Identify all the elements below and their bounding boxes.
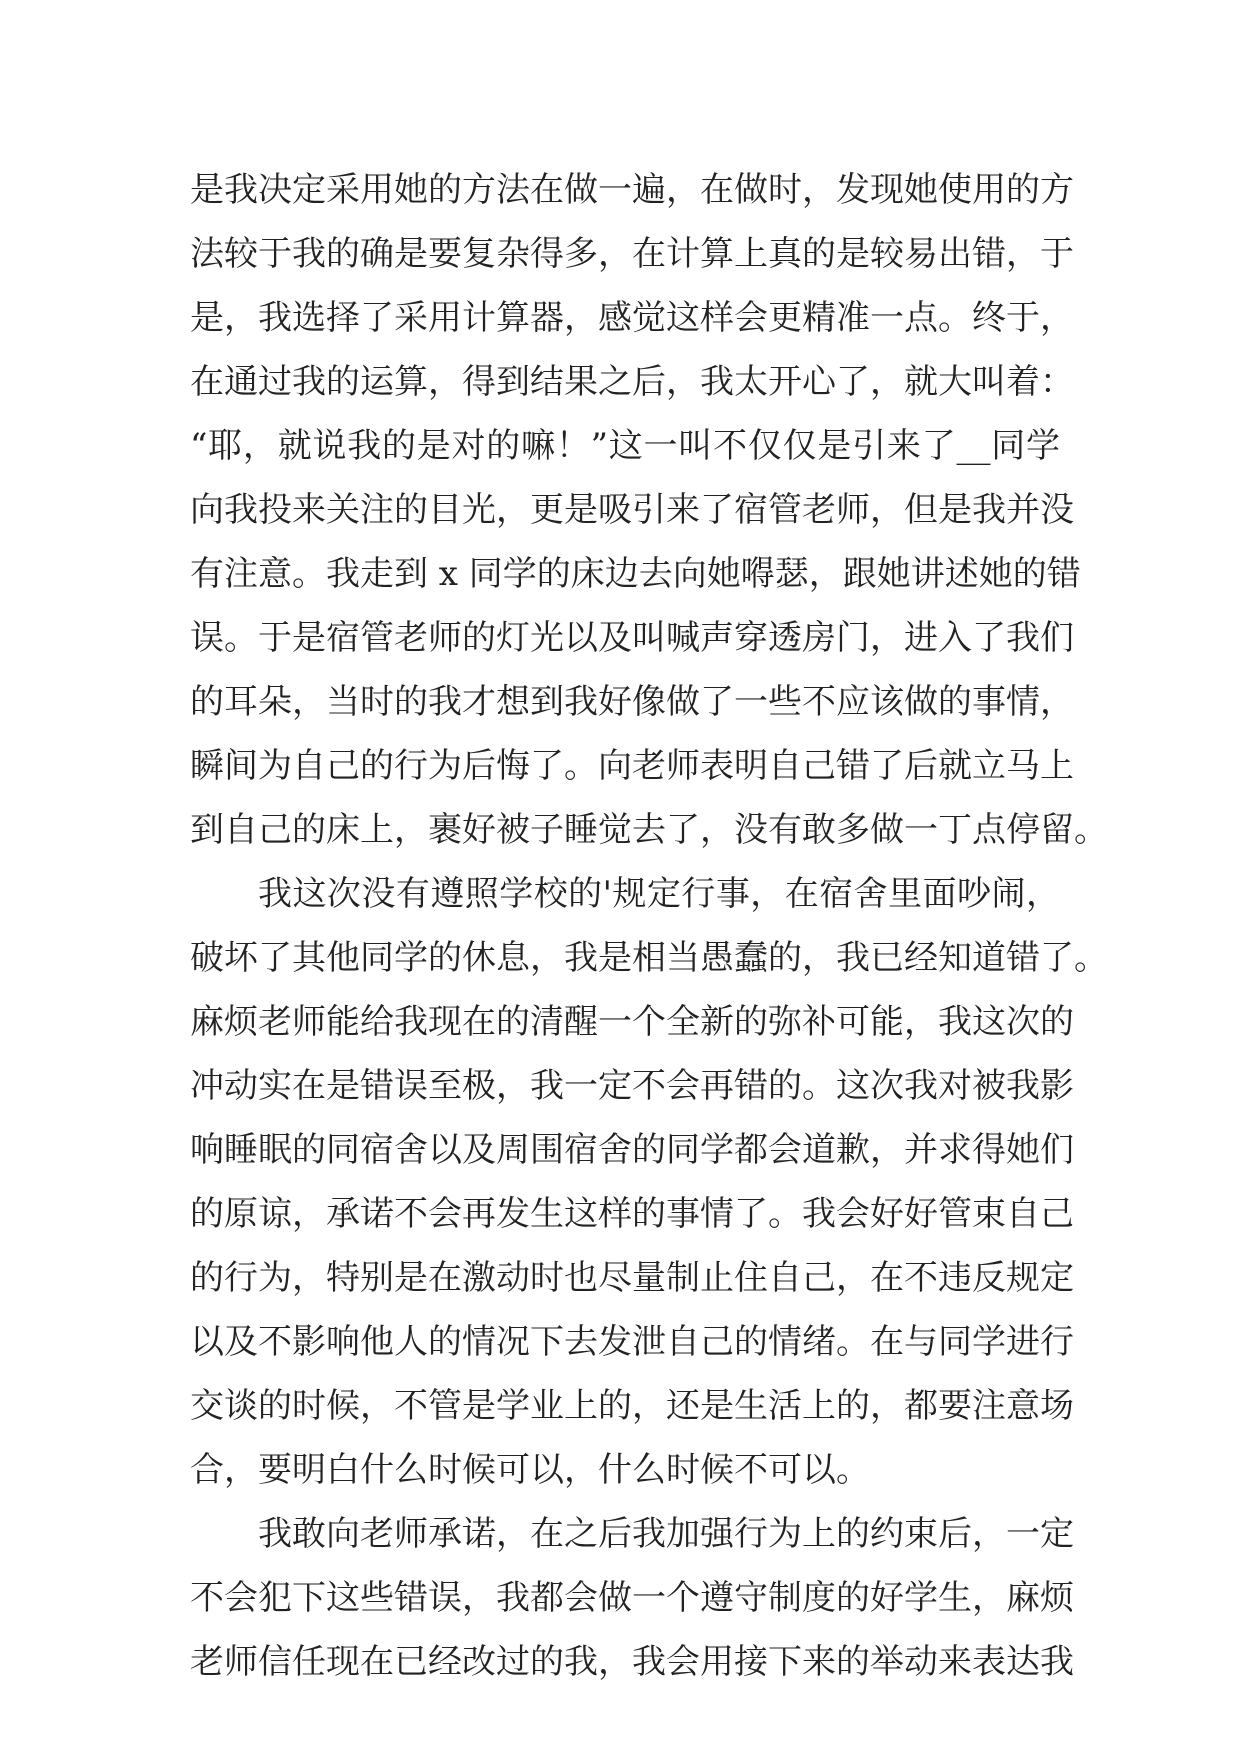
text-line: 我敢向老师承诺，在之后我加强行为上的约束后，一定	[258, 1514, 1074, 1554]
text-line: 以及不影响他人的情况下去发泄自己的情绪。在与同学进行	[190, 1322, 1074, 1362]
text-line: 麻烦老师能给我现在的清醒一个全新的弥补可能，我这次的	[190, 1002, 1074, 1042]
text-line: 的耳朵，当时的我才想到我好像做了一些不应该做的事情，	[190, 682, 1074, 722]
text-line: “耶，就说我的是对的嘛！”这一叫不仅仅是引来了__同学	[190, 426, 1060, 466]
text-line: 破坏了其他同学的休息，我是相当愚蠢的，我已经知道错了。	[190, 938, 1108, 978]
text-line: 不会犯下这些错误，我都会做一个遵守制度的好学生，麻烦	[190, 1578, 1074, 1618]
text-line: 冲动实在是错误至极，我一定不会再错的。这次我对被我影	[190, 1066, 1074, 1106]
text-line: 有注意。我走到 x 同学的床边去向她嘚瑟，跟她讲述她的错	[190, 554, 1081, 594]
text-line: 到自己的床上，裹好被子睡觉去了，没有敢多做一丁点停留。	[190, 810, 1108, 850]
text-line: 法较于我的确是要复杂得多，在计算上真的是较易出错，于	[190, 234, 1074, 274]
text-line: 交谈的时候，不管是学业上的，还是生活上的，都要注意场	[190, 1386, 1074, 1426]
text-line: 在通过我的运算，得到结果之后，我太开心了，就大叫着：	[190, 362, 1074, 402]
text-line: 是，我选择了采用计算器，感觉这样会更精准一点。终于，	[190, 298, 1074, 338]
text-line: 是我决定采用她的方法在做一遍，在做时，发现她使用的方	[190, 170, 1074, 210]
text-line: 瞬间为自己的行为后悔了。向老师表明自己错了后就立马上	[190, 746, 1074, 786]
text-line: 的行为，特别是在激动时也尽量制止住自己，在不违反规定	[190, 1258, 1074, 1298]
text-line: 向我投来关注的目光，更是吸引来了宿管老师，但是我并没	[190, 490, 1074, 530]
text-line: 我这次没有遵照学校的'规定行事，在宿舍里面吵闹，	[258, 874, 1060, 914]
text-line: 合，要明白什么时候可以，什么时候不可以。	[190, 1450, 870, 1490]
body-text	[190, 158, 1108, 1694]
text-line: 响睡眠的同宿舍以及周围宿舍的同学都会道歉，并求得她们	[190, 1130, 1074, 1170]
text-line: 的原谅，承诺不会再发生这样的事情了。我会好好管束自己	[190, 1194, 1074, 1234]
text-line: 老师信任现在已经改过的我，我会用接下来的举动来表达我	[190, 1642, 1074, 1682]
text-line: 误。于是宿管老师的灯光以及叫喊声穿透房门，进入了我们	[190, 618, 1074, 658]
